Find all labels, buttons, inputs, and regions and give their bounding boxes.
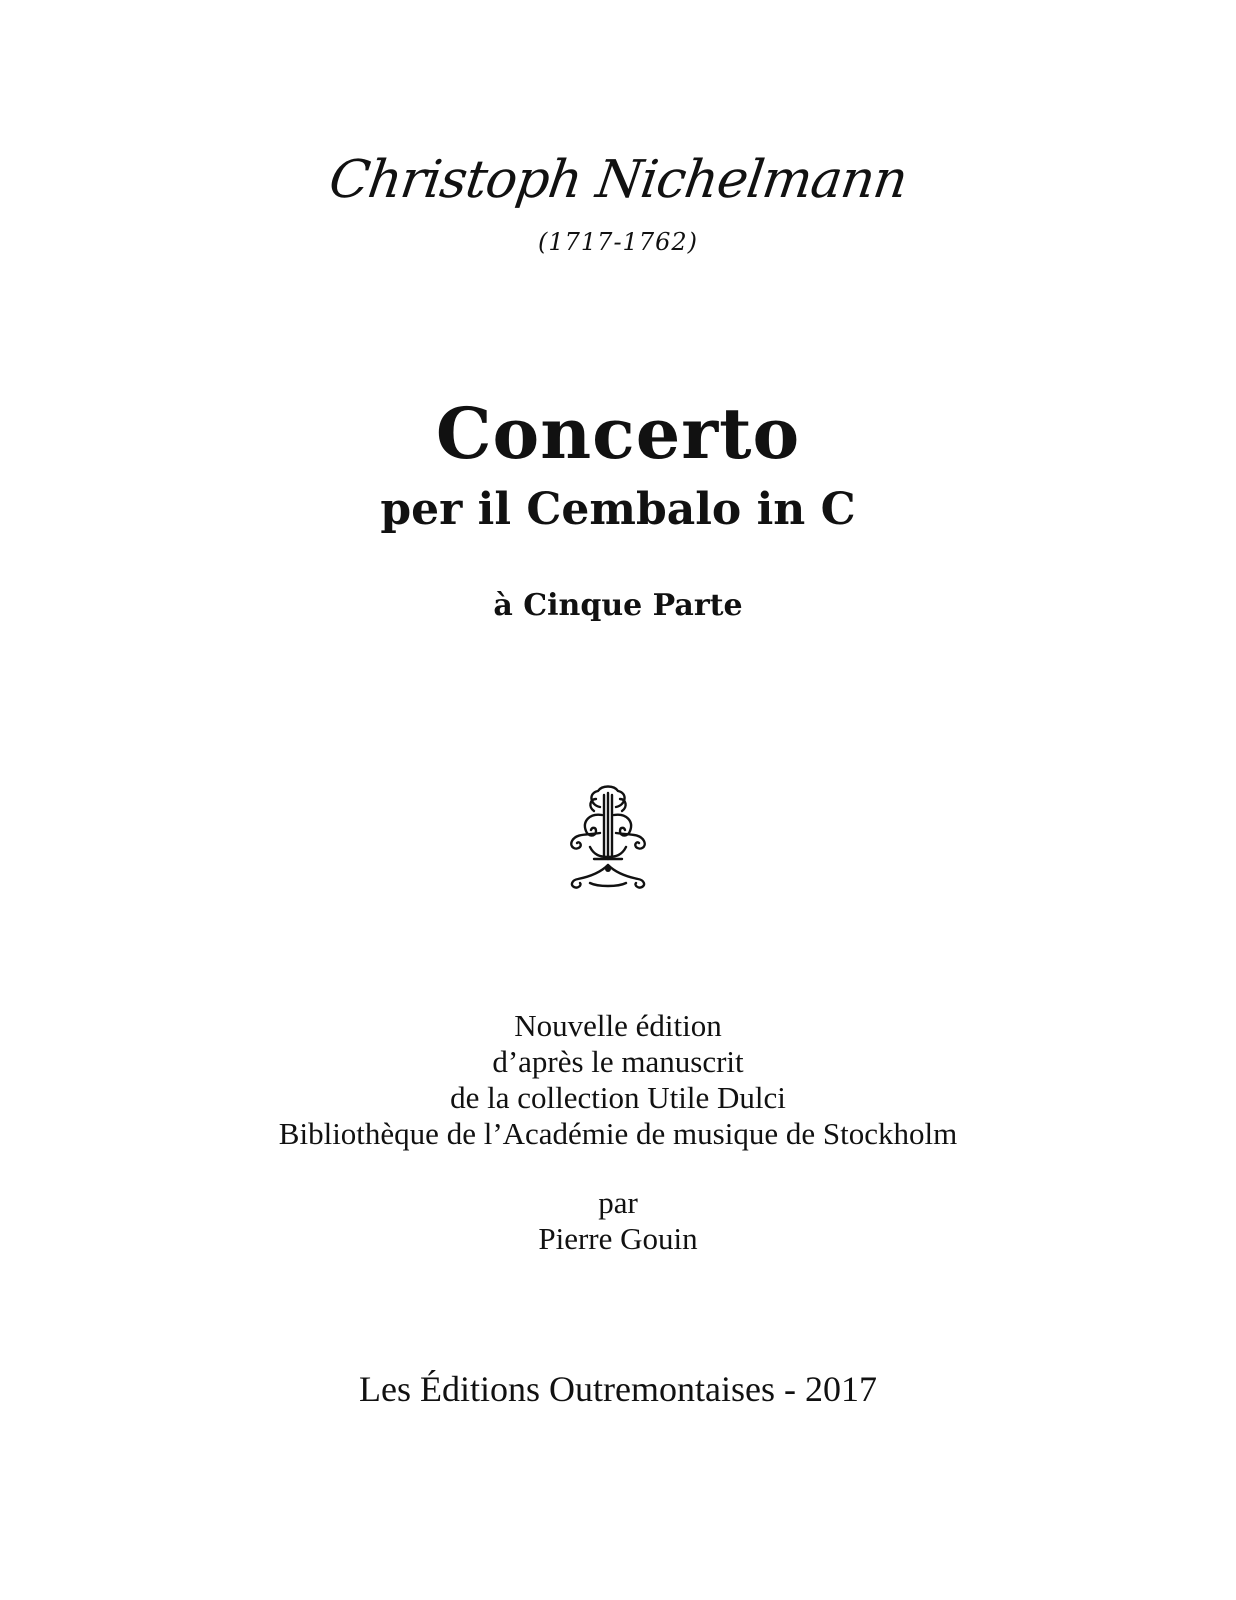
- work-title: Concerto: [435, 392, 801, 475]
- work-subtitle: per il Cembalo in C: [380, 484, 856, 535]
- editor-name: Pierre Gouin: [538, 1221, 698, 1256]
- edition-line: d’après le manuscrit: [492, 1044, 744, 1079]
- publisher-line: Les Éditions Outremontaises - 2017: [359, 1369, 877, 1409]
- work-parts: à Cinque Parte: [493, 588, 743, 623]
- byline-prefix: par: [598, 1185, 638, 1220]
- composer-dates: (1717-1762): [538, 228, 698, 256]
- editor-byline: [0, 1185, 1236, 1257]
- edition-line: de la collection Utile Dulci: [450, 1080, 786, 1115]
- edition-line: Bibliothèque de l’Académie de musique de Stockholm: [278, 1116, 958, 1151]
- edition-notice: [0, 1008, 1236, 1152]
- composer-name: Christoph Nichelmann: [325, 150, 911, 210]
- edition-line: Nouvelle édition: [514, 1008, 722, 1043]
- lyre-ornament-icon: [560, 785, 656, 893]
